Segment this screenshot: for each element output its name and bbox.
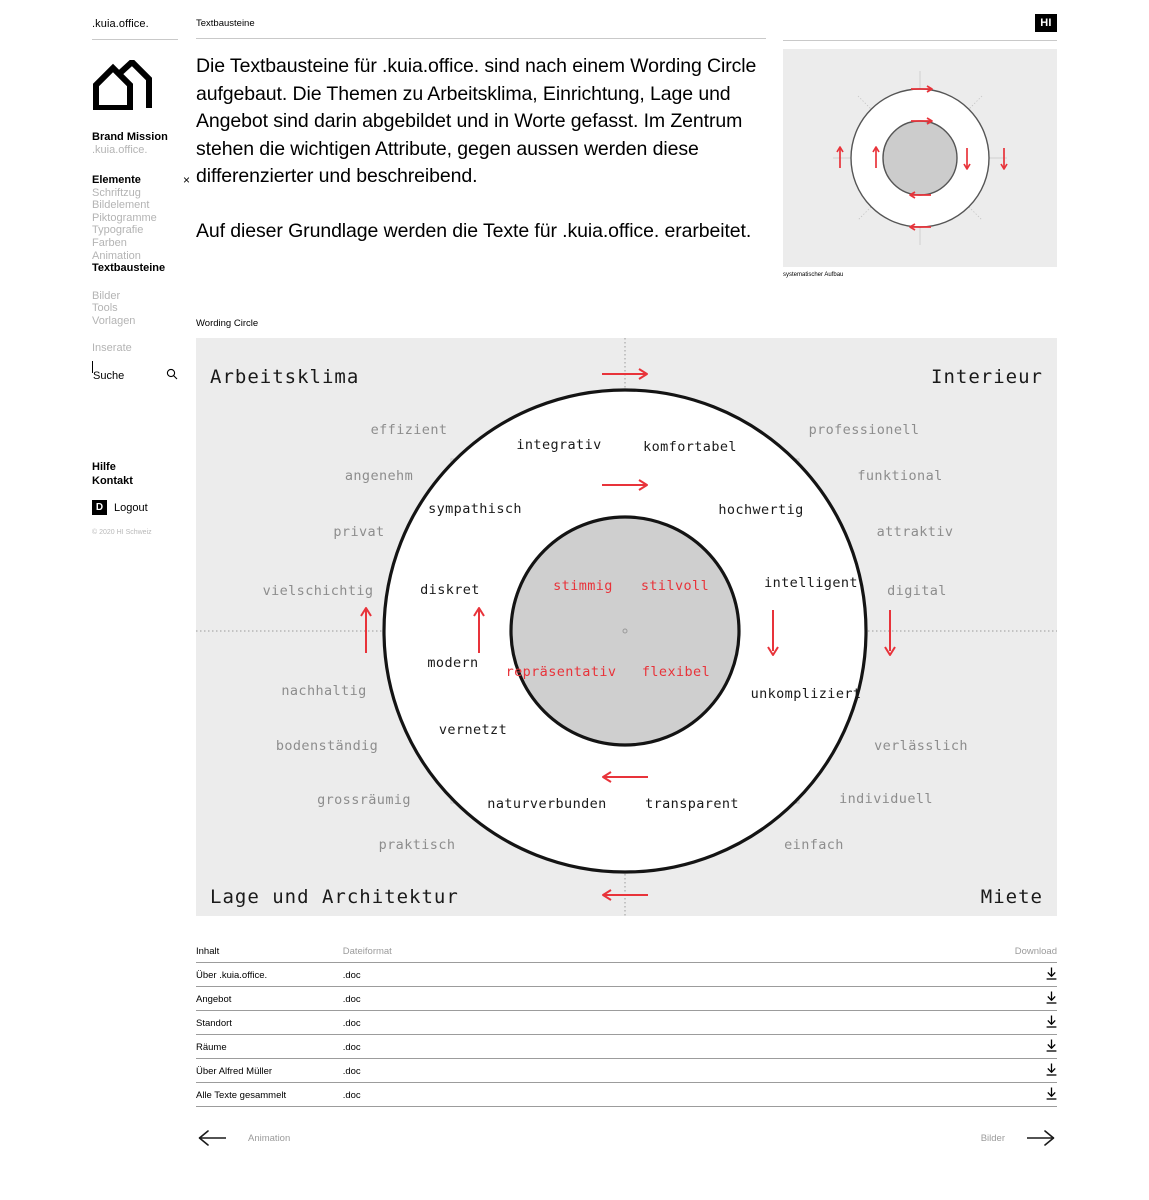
search-row[interactable] xyxy=(92,366,182,388)
download-icon[interactable] xyxy=(1046,1015,1057,1031)
outer-ring-word: attraktiv xyxy=(876,524,954,540)
cell-inhalt: Über Alfred Müller xyxy=(196,1059,343,1083)
cell-download[interactable] xyxy=(1015,1083,1057,1107)
outer-ring-word: angenehm xyxy=(344,468,414,484)
cell-dateiformat: .doc xyxy=(343,1059,1015,1083)
intro-paragraph-1: Die Textbausteine für .kuia.office. sind nach einem Wording Circle aufgebaut. Die Themen zu Arbeitsklima, Einrichtung, Lage und Angebot sind darin abgebildet und in Worte gefasst. Im Zentrum stehen die wichtigen Attribute, gegen aussen werden diese differenzierter und beschreibend. xyxy=(196,55,757,187)
table-body xyxy=(196,963,1057,1107)
logout-row[interactable] xyxy=(92,500,182,515)
downloads-table-wrapper xyxy=(196,946,1057,1107)
cell-dateiformat: .doc xyxy=(343,1083,1015,1107)
arrow-left-icon[interactable] xyxy=(196,1128,228,1148)
middle-ring-word: hochwertig xyxy=(718,502,804,518)
middle-ring-word: diskret xyxy=(420,582,480,598)
intro-paragraph-2: Auf dieser Grundlage werden die Texte für .kuia.office. erarbeitet. xyxy=(196,219,752,242)
sidebar-item-bildelement[interactable]: Bildelement xyxy=(92,199,150,212)
quadrant-title-top-right: Interieur xyxy=(931,366,1043,388)
cell-inhalt: Standort xyxy=(196,1011,343,1035)
download-icon[interactable] xyxy=(1046,1063,1057,1079)
cell-download[interactable] xyxy=(1015,1059,1057,1083)
table-header-row xyxy=(196,946,1057,963)
sidebar-item-textbausteine[interactable]: Textbausteine xyxy=(92,262,166,275)
download-icon[interactable] xyxy=(1046,1039,1057,1055)
house-logo-icon xyxy=(92,60,156,110)
sidebar-item-typografie[interactable]: Typografie xyxy=(92,224,144,237)
prev-page-link[interactable] xyxy=(196,1128,290,1148)
cell-inhalt: Angebot xyxy=(196,987,343,1011)
table-row[interactable] xyxy=(196,1083,1057,1107)
title-divider xyxy=(196,38,766,39)
column-header-download: Download xyxy=(1014,946,1057,957)
cell-inhalt: Alle Texte gesammelt xyxy=(196,1083,343,1107)
cell-inhalt: Räume xyxy=(196,1035,343,1059)
inner-ring-word: stilvoll xyxy=(640,578,710,594)
sidebar-item-schriftzug[interactable]: Schriftzug xyxy=(92,186,141,199)
outer-ring-word: individuell xyxy=(839,791,933,807)
column-header-inhalt: Inhalt xyxy=(196,946,220,957)
footer-navigation xyxy=(196,1128,1057,1162)
sidebar xyxy=(92,18,190,537)
systematic-structure-thumbnail[interactable] xyxy=(783,49,1057,267)
table-row[interactable] xyxy=(196,1035,1057,1059)
cell-inhalt: Über .kuia.office. xyxy=(196,963,343,987)
outer-ring-word: professionell xyxy=(808,422,920,438)
search-icon[interactable] xyxy=(166,368,178,380)
cell-download[interactable] xyxy=(1015,987,1057,1011)
sidebar-item-tools[interactable]: Tools xyxy=(92,302,118,315)
quadrant-title-bottom-left: Lage und Architektur xyxy=(210,886,459,908)
inner-circle xyxy=(511,517,739,745)
brand-wordmark: .kuia.office. xyxy=(92,18,149,30)
thumbnail-divider xyxy=(783,40,1057,41)
sidebar-item-elemente[interactable]: Elemente xyxy=(92,174,141,186)
nav-group-secondary xyxy=(92,290,182,328)
outer-ring-word: praktisch xyxy=(378,837,456,853)
cell-dateiformat: .doc xyxy=(343,1011,1015,1035)
sidebar-divider xyxy=(92,39,178,40)
outer-ring-word: grossräumig xyxy=(317,792,411,808)
arrow-right-icon[interactable] xyxy=(1025,1128,1057,1148)
page-title: Textbausteine xyxy=(196,18,255,29)
outer-ring-word: digital xyxy=(887,583,947,599)
inner-ring-word: repräsentativ xyxy=(505,664,617,680)
cell-download[interactable] xyxy=(1015,1035,1057,1059)
table-row[interactable] xyxy=(196,987,1057,1011)
sidebar-item-farben[interactable]: Farben xyxy=(92,236,127,249)
column-header-dateiformat: Dateiformat xyxy=(342,946,392,957)
sidebar-item-piktogramme[interactable]: Piktogramme xyxy=(92,211,157,224)
copyright-text: © 2020 HI Schweiz xyxy=(92,529,152,537)
downloads-table xyxy=(196,946,1057,1107)
hi-logo-badge[interactable]: HI xyxy=(1035,14,1057,32)
wording-circle-header xyxy=(196,318,1057,339)
thumbnail-caption: systematischer Aufbau xyxy=(783,272,844,278)
search-input[interactable]: Suche xyxy=(93,370,125,383)
table-row[interactable] xyxy=(196,1011,1057,1035)
next-page-link[interactable] xyxy=(981,1128,1057,1148)
help-block xyxy=(92,460,182,488)
next-page-label[interactable]: Bilder xyxy=(980,1132,1005,1144)
middle-ring-word: komfortabel xyxy=(643,439,737,455)
quadrant-title-top-left: Arbeitsklima xyxy=(210,366,360,388)
outer-ring-word: nachhaltig xyxy=(281,683,367,699)
brand-mission-title: Brand Mission xyxy=(92,131,168,143)
inner-ring-word: stimmig xyxy=(553,578,613,594)
outer-ring-word: verlässlich xyxy=(874,738,968,754)
sidebar-item-hilfe[interactable]: Hilfe xyxy=(92,461,116,474)
brand-mission-subtitle: .kuia.office. xyxy=(92,144,148,156)
download-icon[interactable] xyxy=(1046,991,1057,1007)
middle-ring-word: transparent xyxy=(645,796,739,812)
intro-text xyxy=(196,53,766,245)
middle-ring-word: naturverbunden xyxy=(487,796,607,812)
sidebar-item-inserate[interactable]: Inserate xyxy=(92,341,132,354)
table-row[interactable] xyxy=(196,963,1057,987)
logout-button[interactable]: Logout xyxy=(114,501,148,514)
cell-download[interactable] xyxy=(1015,1011,1057,1035)
outer-ring-word: funktional xyxy=(857,468,943,484)
inner-ring-word: flexibel xyxy=(641,664,711,680)
cell-download[interactable] xyxy=(1015,963,1057,987)
sidebar-item-kontakt[interactable]: Kontakt xyxy=(92,475,133,488)
quadrant-title-bottom-right: Miete xyxy=(980,886,1043,908)
middle-ring-word: integrativ xyxy=(516,437,602,453)
nav-group-elemente xyxy=(92,173,190,275)
download-icon[interactable] xyxy=(1046,967,1057,983)
sidebar-item-bilder[interactable]: Bilder xyxy=(92,289,121,302)
outer-ring-word: effizient xyxy=(370,422,448,438)
main-column xyxy=(196,18,766,245)
middle-ring-word: sympathisch xyxy=(428,501,522,517)
outer-ring-word: privat xyxy=(333,524,385,540)
cell-dateiformat: .doc xyxy=(343,1035,1015,1059)
sidebar-item-animation[interactable]: Animation xyxy=(92,249,141,262)
wording-circle-label: Wording Circle xyxy=(196,318,259,329)
middle-ring-word: intelligent xyxy=(764,575,858,591)
nav-group-tertiary xyxy=(92,342,182,355)
cell-dateiformat: .doc xyxy=(343,987,1015,1011)
prev-page-label[interactable]: Animation xyxy=(248,1132,291,1144)
thumbnail-diagram xyxy=(783,49,1057,267)
cell-dateiformat: .doc xyxy=(343,963,1015,987)
close-icon[interactable]: × xyxy=(182,173,190,187)
wording-circle-figure[interactable] xyxy=(196,338,1057,916)
table-row[interactable] xyxy=(196,1059,1057,1083)
download-icon[interactable] xyxy=(1046,1087,1057,1103)
user-avatar: D xyxy=(92,500,107,515)
middle-ring-word: unkompliziert xyxy=(750,686,862,702)
outer-ring-word: vielschichtig xyxy=(262,583,374,599)
wording-circle-diagram xyxy=(196,338,1057,916)
outer-ring-word: einfach xyxy=(784,837,844,853)
middle-ring-word: modern xyxy=(427,655,479,671)
outer-ring-word: bodenständig xyxy=(275,738,379,754)
sidebar-item-vorlagen[interactable]: Vorlagen xyxy=(92,314,136,327)
middle-ring-word: vernetzt xyxy=(438,722,508,738)
